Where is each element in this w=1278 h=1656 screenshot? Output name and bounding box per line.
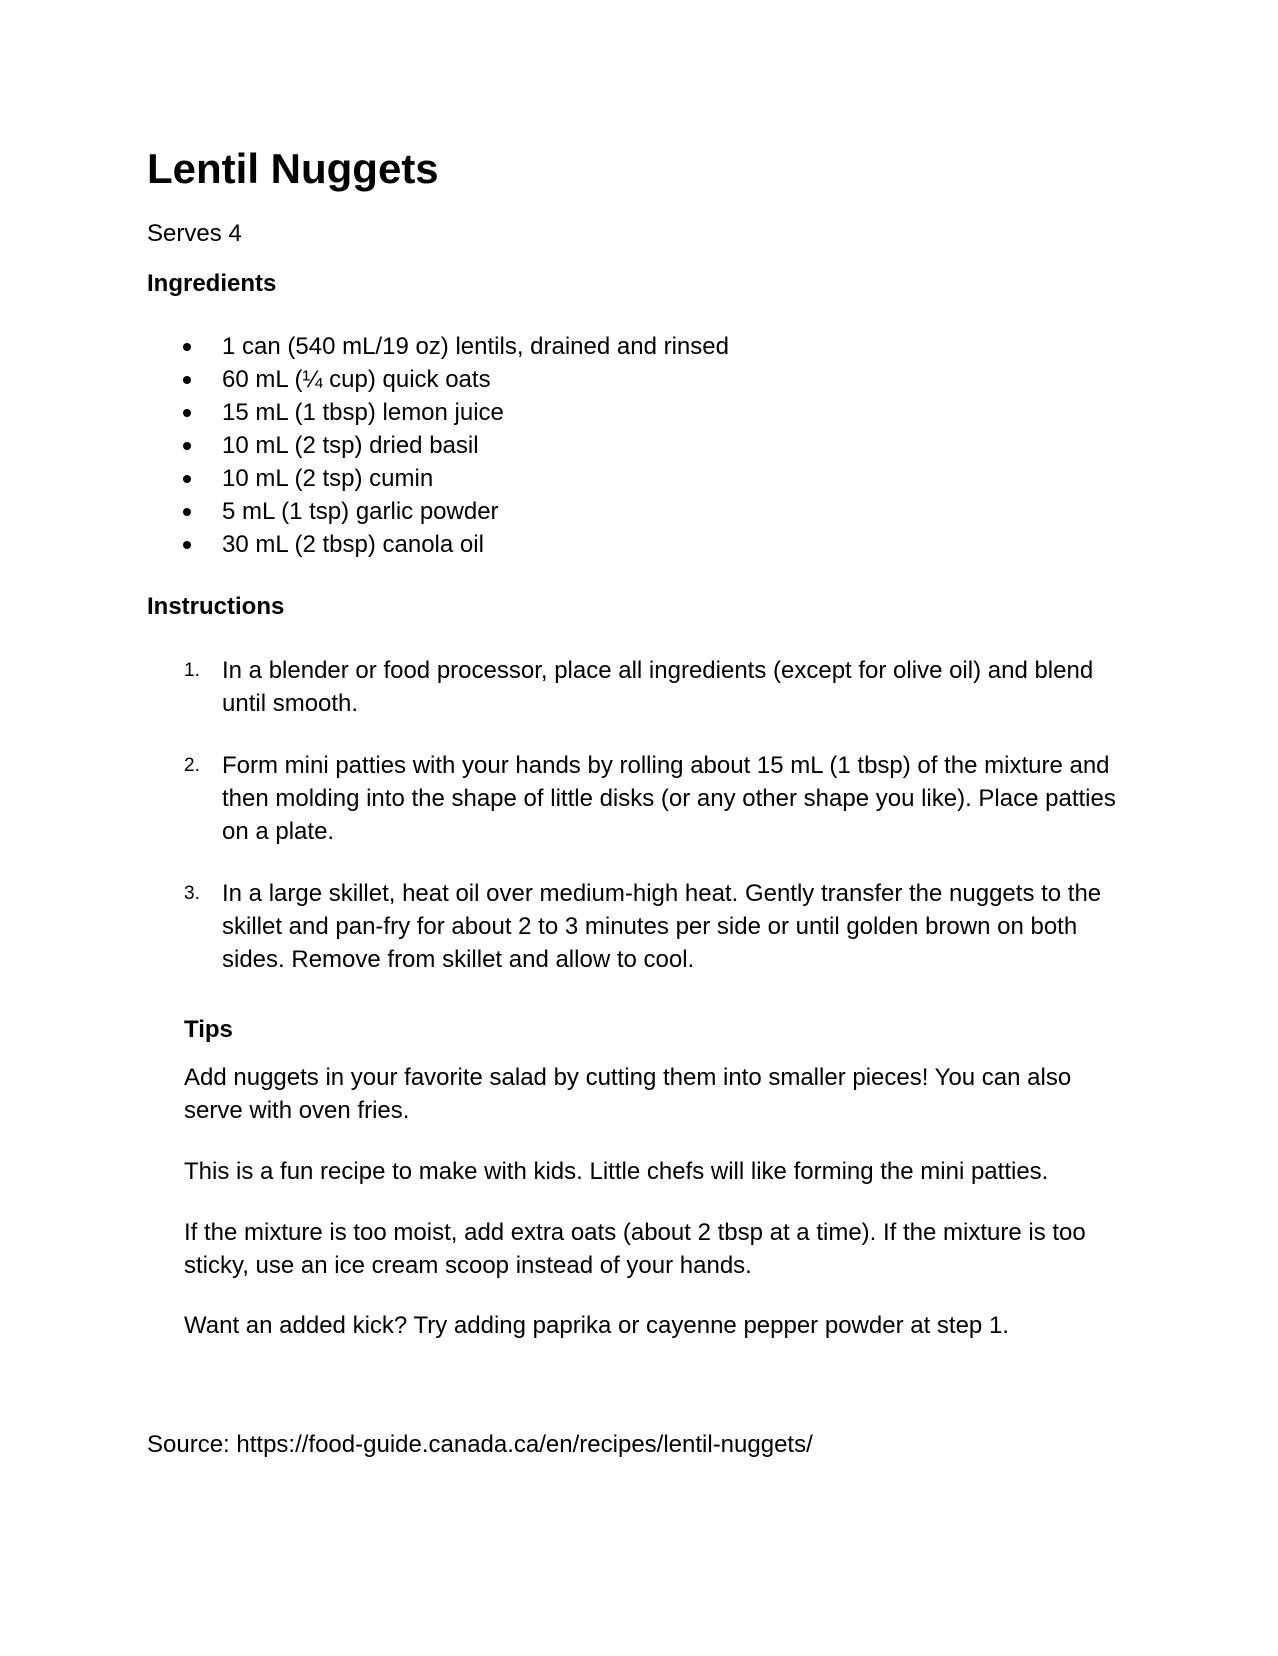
tip-paragraph: Add nuggets in your favorite salad by cutting them into smaller pieces! You can also serve with oven fries. <box>184 1064 1072 1124</box>
step-text: In a large skillet, heat oil over medium-high heat. Gently transfer the nuggets to the skillet and pan-fry for about 2 to 3 minutes per side or until golden brown on both sides. Remove from skillet and allow to cool. <box>222 880 1102 973</box>
bullet-icon <box>183 376 191 384</box>
tip-paragraph: Want an added kick? Try adding paprika or cayenne pepper powder at step 1. <box>184 1312 1009 1339</box>
bullet-icon <box>183 508 191 516</box>
tips-heading: Tips <box>184 1016 233 1043</box>
bullet-icon <box>183 409 191 417</box>
ingredient-text: 15 mL (1 tbsp) lemon juice <box>222 399 504 426</box>
step-number: 1. <box>184 660 200 681</box>
ingredient-text: 30 mL (2 tbsp) canola oil <box>222 531 484 558</box>
servings-text: Serves 4 <box>147 220 242 247</box>
bullet-icon <box>183 541 191 549</box>
step-number: 3. <box>184 883 200 904</box>
ingredient-text: 60 mL (¼ cup) quick oats <box>222 366 491 393</box>
tip-paragraph: This is a fun recipe to make with kids. Little chefs will like forming the mini patties. <box>184 1158 1049 1185</box>
bullet-icon <box>183 343 191 351</box>
step-text: Form mini patties with your hands by rolling about 15 mL (1 tbsp) of the mixture and then molding into the shape of little disks (or any other shape you like). Place patties on a plate. <box>222 752 1116 845</box>
ingredients-heading: Ingredients <box>147 270 277 297</box>
step-number: 2. <box>184 755 200 776</box>
source-citation: Source: https://food-guide.canada.ca/en/recipes/lentil-nuggets/ <box>147 1431 813 1458</box>
ingredient-text: 1 can (540 mL/19 oz) lentils, drained and rinsed <box>222 333 729 360</box>
bullet-icon <box>183 475 191 483</box>
ingredient-text: 5 mL (1 tsp) garlic powder <box>222 498 499 525</box>
tip-paragraph: If the mixture is too moist, add extra oats (about 2 tbsp at a time). If the mixture is too sticky, use an ice cream scoop instead of your hands. <box>184 1219 1086 1279</box>
recipe-title: Lentil Nuggets <box>147 145 439 192</box>
bullet-icon <box>183 442 191 450</box>
step-text: In a blender or food processor, place all ingredients (except for olive oil) and blend until smooth. <box>222 657 1094 717</box>
instructions-heading: Instructions <box>147 593 285 620</box>
ingredient-text: 10 mL (2 tsp) dried basil <box>222 432 479 459</box>
ingredient-text: 10 mL (2 tsp) cumin <box>222 465 434 492</box>
